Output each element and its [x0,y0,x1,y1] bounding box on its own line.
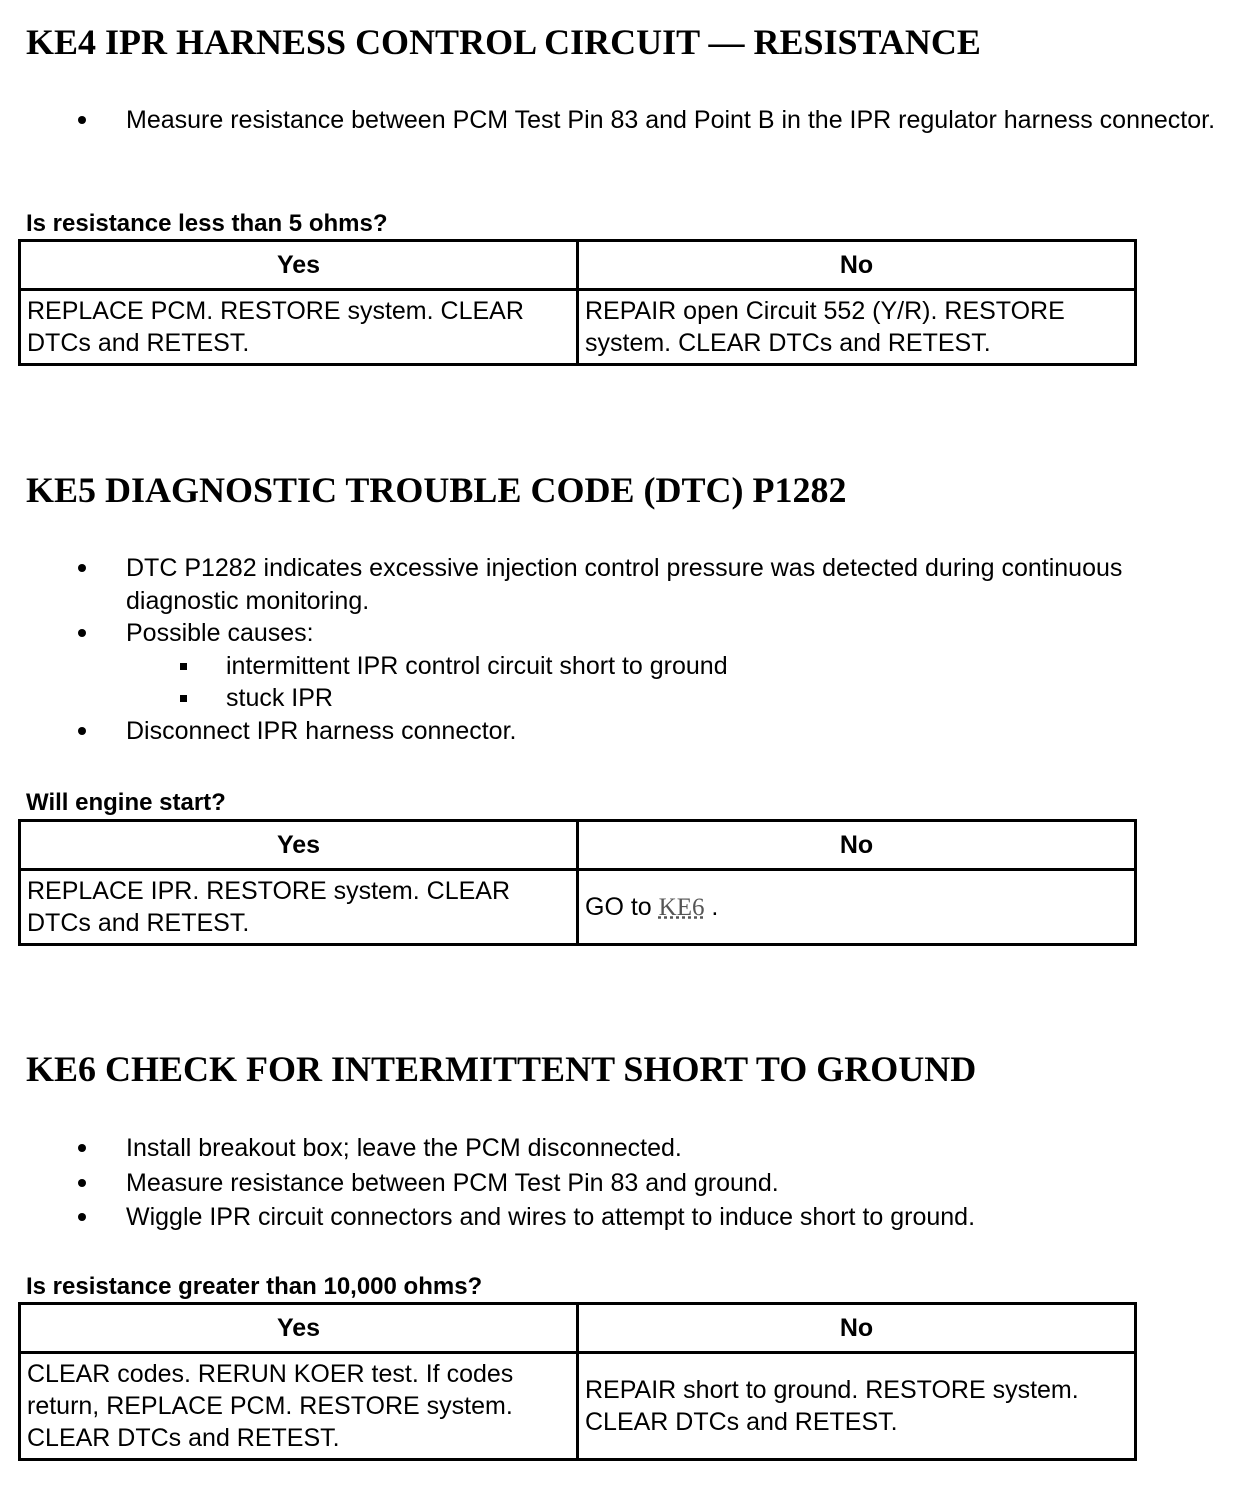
ke6-link[interactable]: KE6 [658,893,705,921]
ke4-decision-table [18,239,1137,366]
list-item: stuck IPR [126,682,1218,715]
bullet-icon [78,629,86,637]
possible-causes [126,650,1218,715]
no-action: GO to KE6 . [578,870,1136,945]
bullet-icon [78,1144,86,1152]
ke6-question: Is resistance greater than 10,000 ohms? [26,1273,483,1300]
ke6-title: KE6 CHECK FOR INTERMITTENT SHORT TO GROUND [26,1049,977,1089]
yes-header: Yes [20,241,578,290]
ke4-title: KE4 IPR HARNESS CONTROL CIRCUIT — RESISTANCE [26,22,981,62]
list-item: Install breakout box; leave the PCM disconnected. [0,1132,1248,1165]
bullet-icon [78,727,86,735]
yes-action: REPLACE PCM. RESTORE system. CLEAR DTCs and RETEST. [20,290,578,365]
list-item: Disconnect IPR harness connector. [0,715,1248,748]
ke5-question: Will engine start? [26,789,226,816]
list-item: Wiggle IPR circuit connectors and wires to attempt to induce short to ground. [0,1201,1248,1234]
yes-action: CLEAR codes. RERUN KOER test. If codes return, REPLACE PCM. RESTORE system. CLEAR DTCs and RETEST. [20,1353,578,1460]
ke4-question: Is resistance less than 5 ohms? [26,210,388,237]
list-item: Possible causes: intermittent IPR control circuit short to ground stuck IPR [0,617,1248,715]
bullet-icon [78,1179,86,1187]
yes-action: REPLACE IPR. RESTORE system. CLEAR DTCs and RETEST. [20,870,578,945]
list-item: DTC P1282 indicates excessive injection control pressure was detected during continuous diagnostic monitoring. [0,552,1248,617]
list-item: Measure resistance between PCM Test Pin 83 and Point B in the IPR regulator harness connector. [0,104,1248,137]
ke4-steps [0,104,1248,137]
square-bullet-icon [180,695,187,702]
no-action: REPAIR open Circuit 552 (Y/R). RESTORE system. CLEAR DTCs and RETEST. [578,290,1136,365]
ke5-decision-table [18,819,1137,946]
no-header: No [578,821,1136,870]
ke5-steps [0,552,1248,747]
no-header: No [578,1304,1136,1353]
no-action: REPAIR short to ground. RESTORE system. CLEAR DTCs and RETEST. [578,1353,1136,1460]
bullet-icon [78,1213,86,1221]
list-item: intermittent IPR control circuit short to ground [126,650,1218,683]
bullet-icon [78,116,86,124]
ke5-title: KE5 DIAGNOSTIC TROUBLE CODE (DTC) P1282 [26,470,847,510]
yes-header: Yes [20,1304,578,1353]
list-item: Measure resistance between PCM Test Pin 83 and ground. [0,1167,1248,1200]
yes-header: Yes [20,821,578,870]
square-bullet-icon [180,663,187,670]
bullet-icon [78,564,86,572]
ke6-steps [0,1132,1248,1234]
no-header: No [578,241,1136,290]
ke6-decision-table [18,1302,1137,1461]
